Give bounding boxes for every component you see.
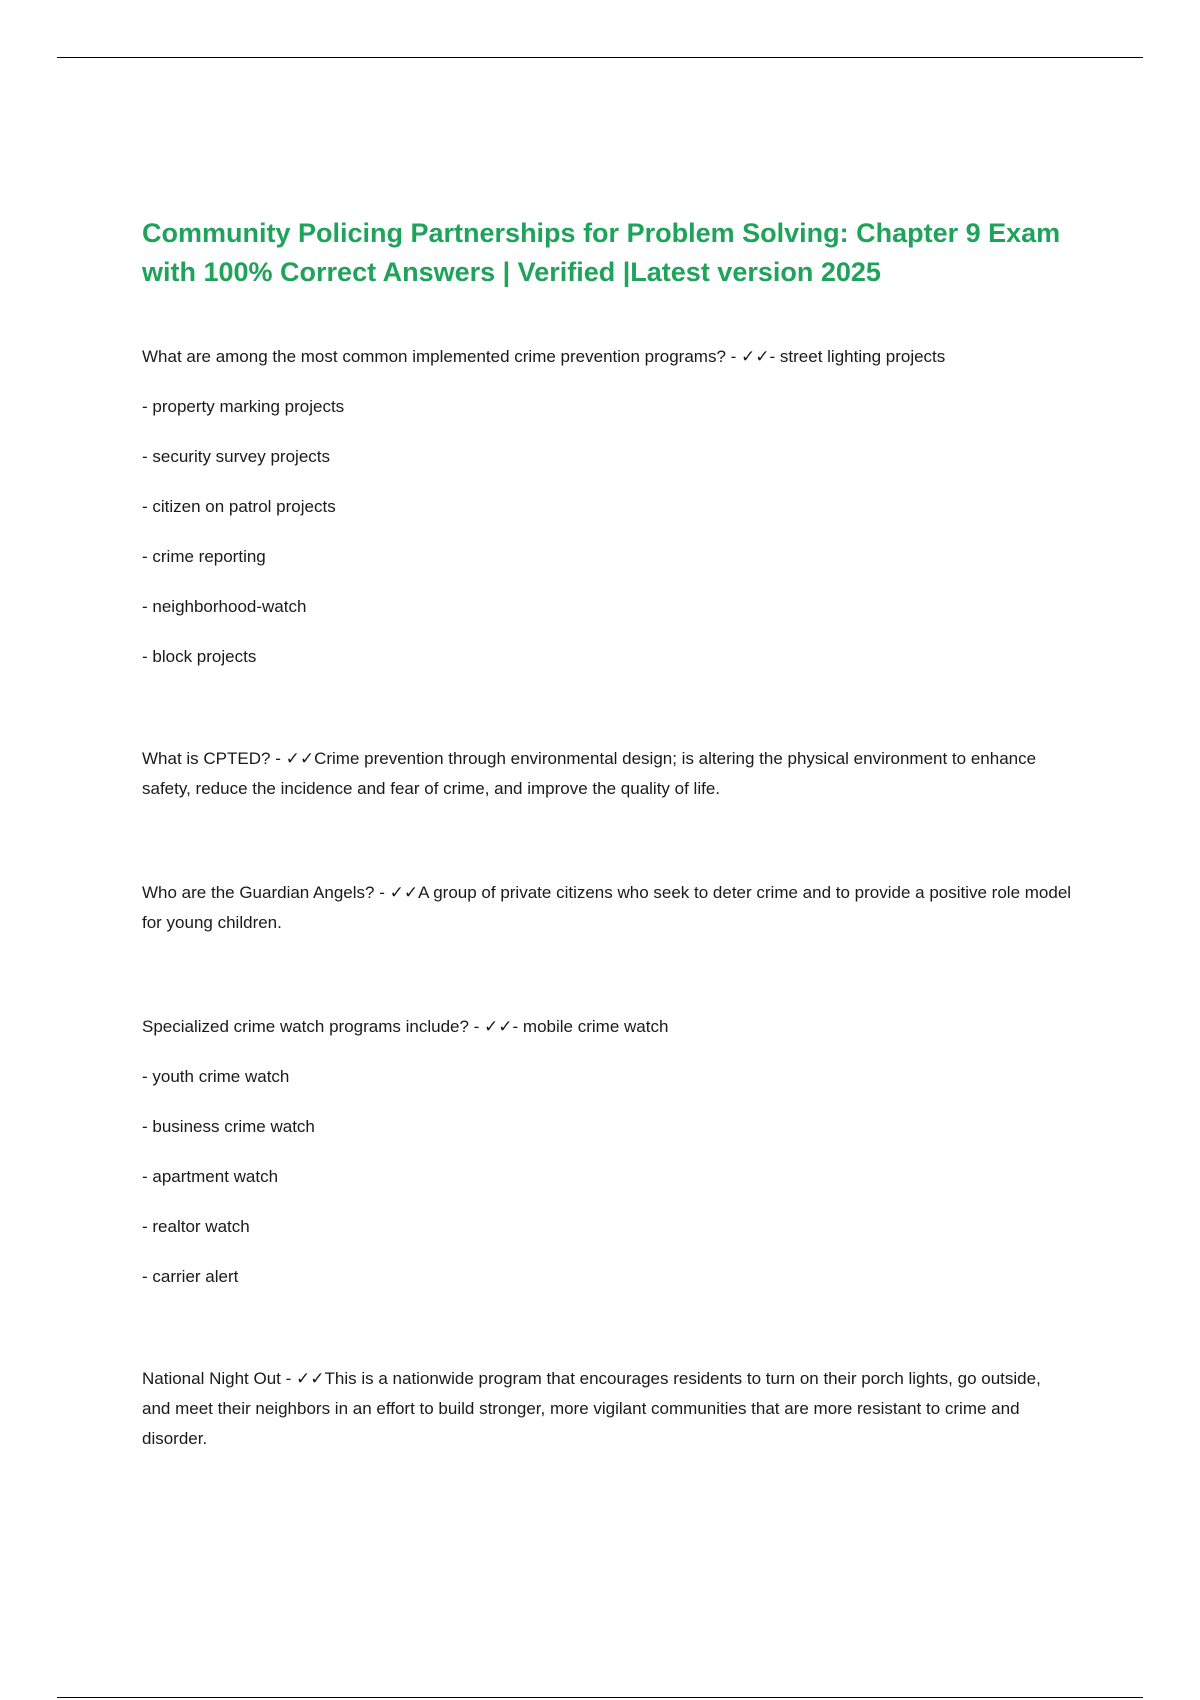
footer-divider bbox=[57, 1697, 1143, 1698]
qa-line bbox=[142, 1364, 1072, 1454]
list-item: - property marking projects bbox=[142, 397, 345, 416]
document-body bbox=[142, 214, 1072, 1448]
qa-item bbox=[142, 1364, 1072, 1454]
list-item: - business crime watch bbox=[142, 1117, 315, 1136]
list-item: - carrier alert bbox=[142, 1267, 239, 1286]
question-text: Specialized crime watch programs include? - bbox=[142, 1017, 485, 1036]
double-check-icon: ✓✓ bbox=[741, 347, 770, 366]
header-divider bbox=[57, 57, 1143, 58]
qa-item bbox=[142, 1012, 1072, 1292]
list-item: - youth crime watch bbox=[142, 1067, 290, 1086]
question-text: What is CPTED? - bbox=[142, 749, 286, 768]
question-text: Who are the Guardian Angels? - bbox=[142, 883, 390, 902]
qa-line bbox=[142, 1012, 1072, 1042]
list-item: - apartment watch bbox=[142, 1167, 279, 1186]
double-check-icon: ✓✓ bbox=[389, 883, 419, 902]
double-check-icon: ✓✓ bbox=[484, 1017, 513, 1036]
qa-item bbox=[142, 744, 1072, 804]
double-check-icon: ✓✓ bbox=[285, 749, 315, 768]
list-item: - neighborhood-watch bbox=[142, 597, 307, 616]
double-check-icon: ✓✓ bbox=[296, 1369, 325, 1388]
answer-text: A group of private citizens who seek to deter crime and to provide a positive role model for young children. bbox=[142, 883, 1072, 932]
qa-item bbox=[142, 878, 1072, 938]
list-item: - citizen on patrol projects bbox=[142, 497, 336, 516]
qa-line bbox=[142, 878, 1072, 938]
qa-line bbox=[142, 342, 1072, 372]
question-text: National Night Out - bbox=[142, 1369, 297, 1388]
list-item: - security survey projects bbox=[142, 447, 330, 466]
list-item: - crime reporting bbox=[142, 547, 266, 566]
answer-text: This is a nationwide program that encourages residents to turn on their porch lights, go outside, and meet their neighbors in an effort to build stronger, more vigilant communities that are more resistant to crime and disorder. bbox=[142, 1369, 1041, 1448]
list-item: - block projects bbox=[142, 647, 257, 666]
answer-text: - mobile crime watch bbox=[512, 1017, 669, 1036]
answer-text: - street lighting projects bbox=[769, 347, 946, 366]
qa-item bbox=[142, 342, 1072, 672]
document-title: Community Policing Partnerships for Problem Solving: Chapter 9 Exam with 100% Correct Answers | Verified |Latest version 2025 bbox=[142, 218, 1061, 287]
qa-line bbox=[142, 744, 1072, 804]
answer-text: Crime prevention through environmental design; is altering the physical environment to enhance safety, reduce the incidence and fear of crime, and improve the quality of life. bbox=[142, 749, 1037, 798]
question-text: What are among the most common implemented crime prevention programs? - bbox=[142, 347, 742, 366]
list-item: - realtor watch bbox=[142, 1217, 250, 1236]
